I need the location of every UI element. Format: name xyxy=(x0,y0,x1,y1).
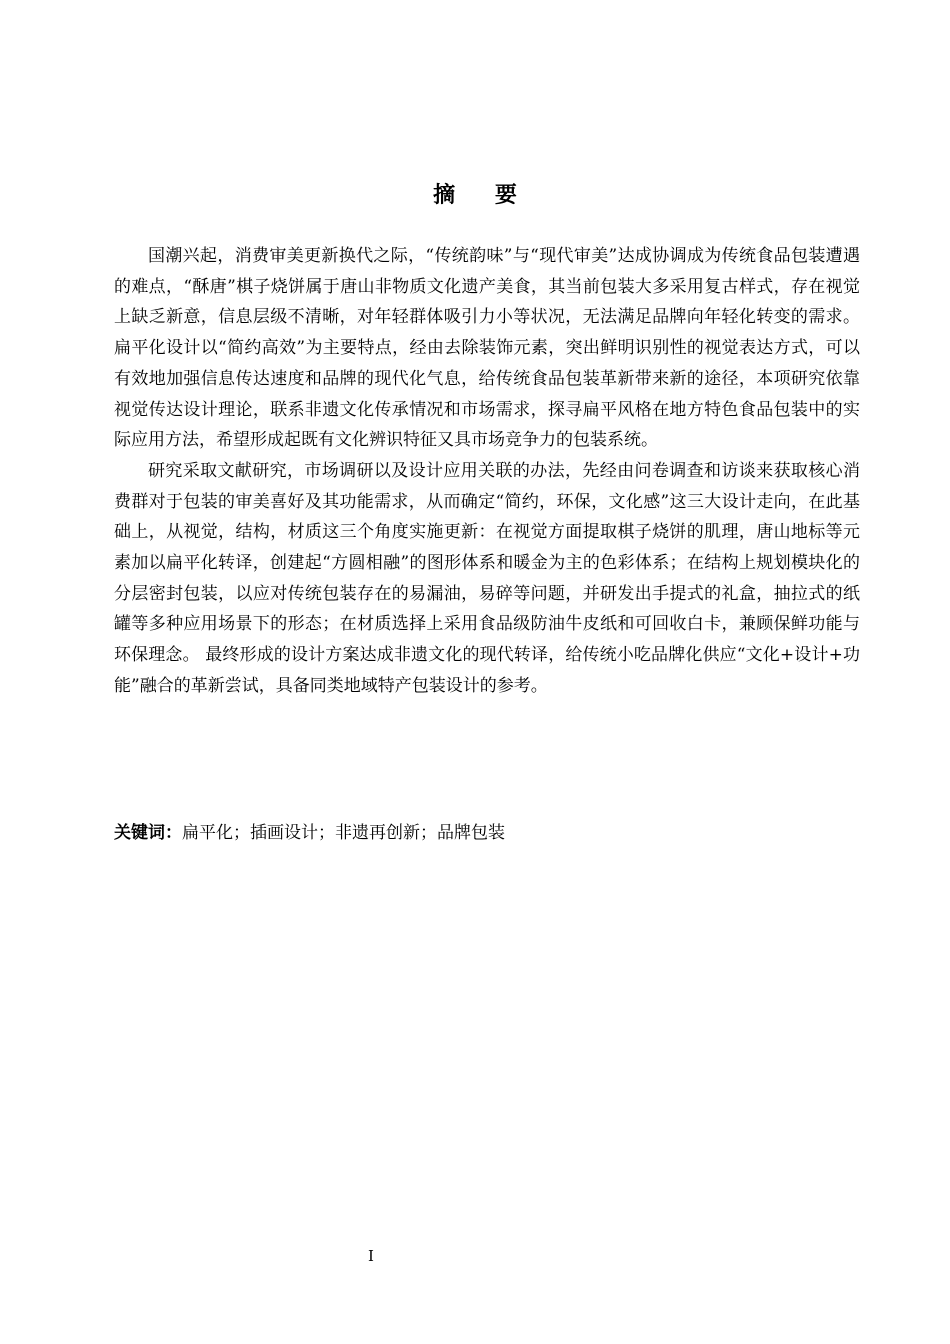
keywords-line xyxy=(114,820,860,846)
abstract-body xyxy=(114,241,860,702)
abstract-title: 摘 要 xyxy=(433,183,533,208)
abstract-paragraph-1: 国潮兴起，消费审美更新换代之际，“传统韵味”与“现代审美”达成协调成为传统食品包装遭遇的难点，“酥唐”棋子烧饼属于唐山非物质文化遗产美食，其当前包装大多采用复古样式，存在视觉上缺乏新意，信息层级不清晰，对年轻群体吸引力小等状况，无法满足品牌向年轻化转变的需求。扁平化设计以“简约高效”为主要特点，经由去除装饰元素，突出鲜明识别性的视觉表达方式，可以有效地加强信息传达速度和品牌的现代化气息，给传统食品包装革新带来新的途径，本项研究依靠视觉传达设计理论，联系非遗文化传承情况和市场需求，探寻扁平风格在地方特色食品包装中的实际应用方法，希望形成起既有文化辨识特征又具市场竞争力的包装系统。 xyxy=(114,246,860,451)
keywords-text: 扁平化；插画设计；非遗再创新；品牌包装 xyxy=(182,823,505,843)
page-number: I xyxy=(368,1247,374,1265)
abstract-paragraph-2: 研究采取文献研究，市场调研以及设计应用关联的办法，先经由问卷调查和访谈来获取核心消费群对于包装的审美喜好及其功能需求，从而确定“简约，环保，文化感”这三大设计走向，在此基础上，从视觉，结构，材质这三个角度实施更新：在视觉方面提取棋子烧饼的肌理，唐山地标等元素加以扁平化转译，创建起“方圆相融”的图形体系和暖金为主的色彩体系；在结构上规划模块化的分层密封包装，以应对传统包装存在的易漏油，易碎等问题，并研发出手提式的礼盒，抽拉式的纸罐等多种应用场景下的形态；在材质选择上采用食品级防油牛皮纸和可回收白卡，兼顾保鲜功能与环保理念。 最终形成的设计方案达成非遗文化的现代转译，给传统小吃品牌化供应“文化+设计+功能”融合的革新尝试，具备同类地域特产包装设计的参考。 xyxy=(114,460,860,696)
keywords-label: 关键词： xyxy=(114,823,182,843)
